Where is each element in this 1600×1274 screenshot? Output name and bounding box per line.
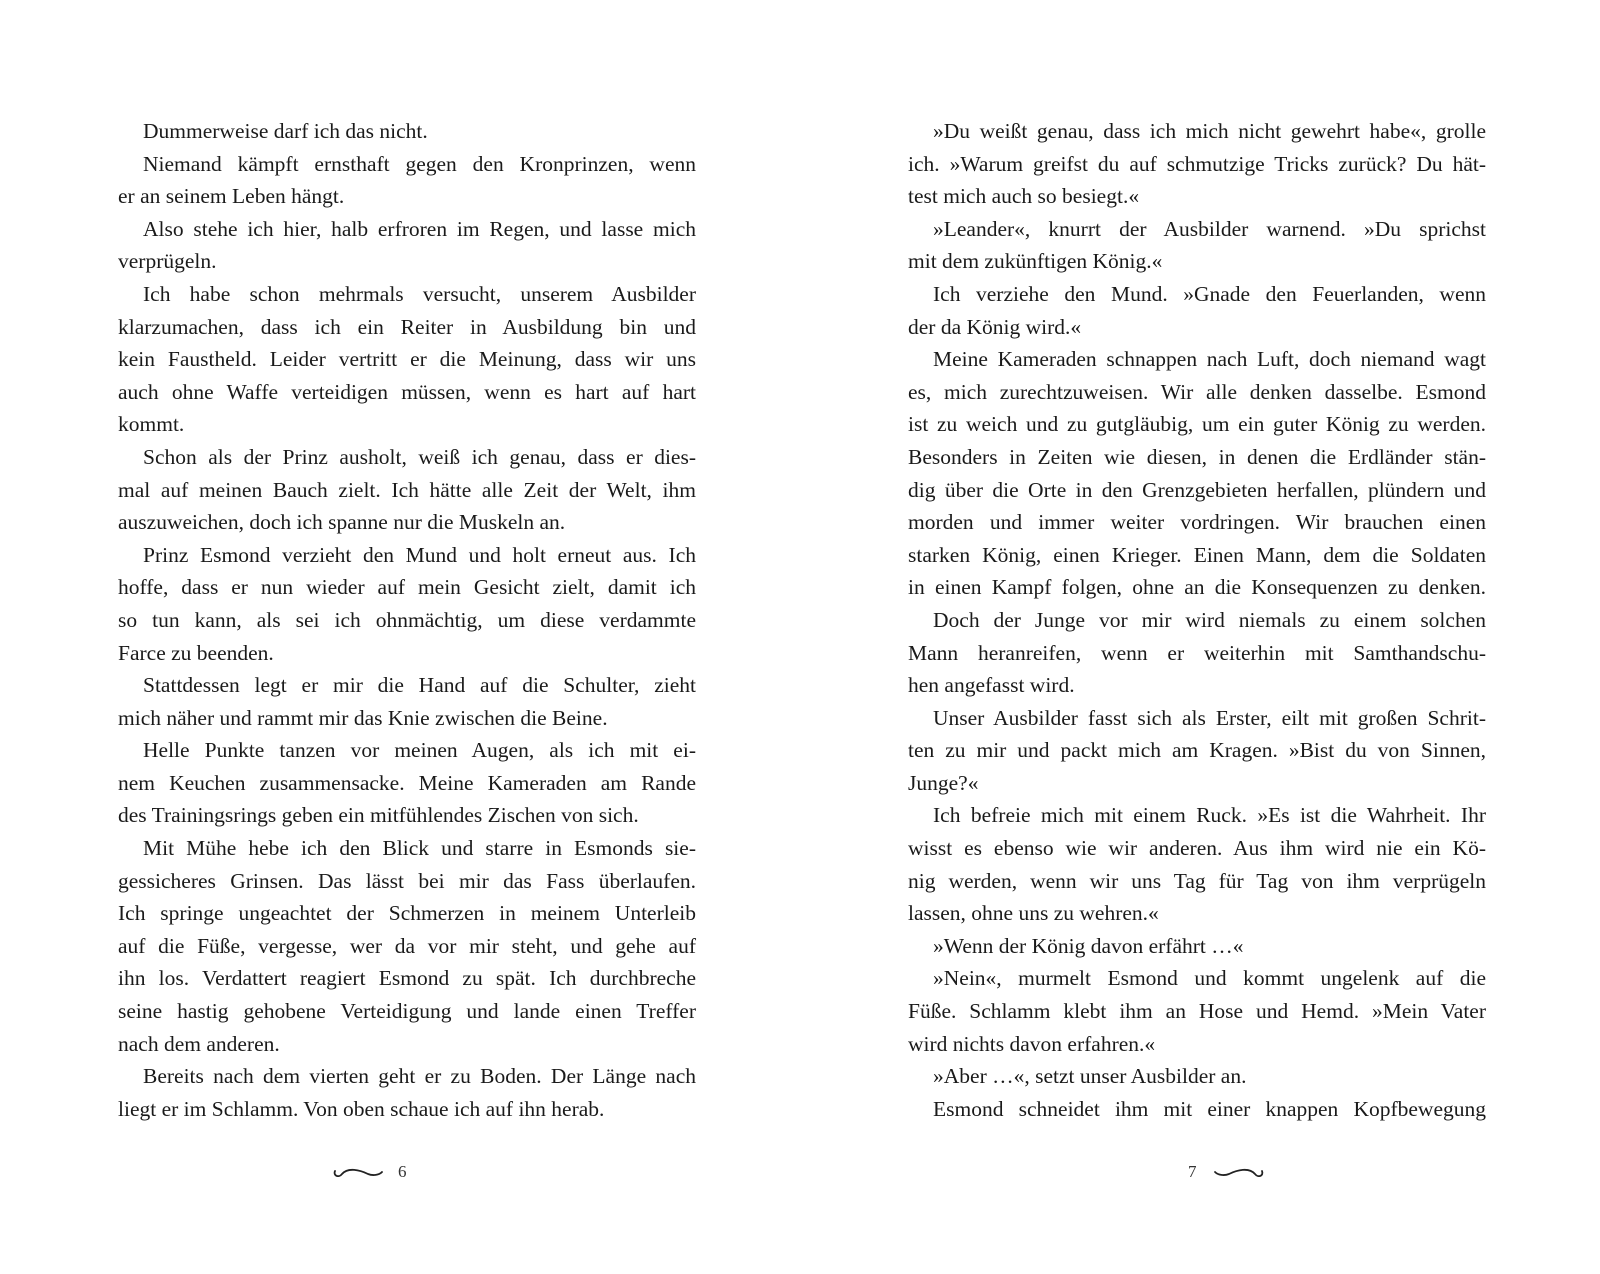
text-line: es, mich zurechtzuweisen. Wir alle denken dasselbe. Esmond — [908, 379, 1486, 404]
text-line: Ich habe schon mehrmals versucht, unserem Ausbilder — [143, 281, 696, 306]
ornament-swash-icon — [1211, 1161, 1267, 1183]
text-line: Ich befreie mich mit einem Ruck. »Es ist die Wahrheit. Ihr — [933, 803, 1486, 828]
text-line: »Wenn der König davon erfährt …« — [933, 933, 1244, 958]
text-line: gessicheres Grinsen. Das lässt bei mir das Fass überlaufen. — [118, 868, 696, 893]
text-line: wisst es ebenso wie wir anderen. Aus ihm wird nie ein Kö- — [908, 836, 1486, 861]
text-line: Mann heranreifen, wenn er weiterhin mit Samthandschu- — [908, 640, 1486, 665]
text-line: Mit Mühe hebe ich den Blick und starre in Esmonds sie- — [143, 836, 696, 861]
text-line: Stattdessen legt er mir die Hand auf die Schulter, zieht — [143, 673, 696, 698]
text-line: mal auf meinen Bauch zielt. Ich hätte alle Zeit der Welt, ihm — [118, 477, 696, 502]
text-line: Ich verziehe den Mund. »Gnade den Feuerlanden, wenn — [933, 281, 1486, 306]
text-line: seine hastig gehobene Verteidigung und lande einen Treffer — [118, 999, 696, 1024]
text-line: »Nein«, murmelt Esmond und kommt ungelenk auf die — [933, 966, 1486, 991]
text-line: auszuweichen, doch ich spanne nur die Muskeln an. — [118, 510, 566, 535]
text-line: liegt er im Schlamm. Von oben schaue ich auf ihn herab. — [118, 1096, 605, 1121]
text-line: starken König, einen Krieger. Einen Mann, dem die Soldaten — [908, 542, 1486, 567]
text-line: kein Faustheld. Leider vertritt er die Meinung, dass wir uns — [118, 347, 696, 372]
text-line: ist zu weich und zu gutgläubig, um ein guter König zu werden. — [908, 412, 1486, 437]
right-page-text — [908, 115, 1486, 1125]
text-line: Niemand kämpft ernsthaft gegen den Kronprinzen, wenn — [143, 151, 696, 176]
text-line: lassen, ohne uns zu wehren.« — [908, 901, 1159, 926]
text-line: in einen Kampf folgen, ohne an die Konsequenzen zu denken. — [908, 575, 1486, 600]
text-line: test mich auch so besiegt.« — [908, 184, 1140, 209]
text-line: Esmond schneidet ihm mit einer knappen Kopfbewegung — [933, 1096, 1486, 1121]
text-line: auch ohne Waffe verteidigen müssen, wenn es hart auf hart — [118, 379, 696, 404]
text-line: dig über die Orte in den Grenzgebieten herfallen, plündern und — [908, 477, 1486, 502]
text-line: Also stehe ich hier, halb erfroren im Regen, und lasse mich — [143, 216, 696, 241]
text-line: Farce zu beenden. — [118, 640, 274, 665]
text-line: Doch der Junge vor mir wird niemals zu einem solchen — [933, 607, 1486, 632]
text-line: Schon als der Prinz ausholt, weiß ich genau, dass er dies- — [143, 444, 696, 469]
text-line: nach dem anderen. — [118, 1031, 280, 1056]
text-line: Meine Kameraden schnappen nach Luft, doch niemand wagt — [933, 347, 1486, 372]
text-line: ich. »Warum greifst du auf schmutzige Tricks zurück? Du hät- — [908, 151, 1486, 176]
text-line: Besonders in Zeiten wie diesen, in denen die Erdländer stän- — [908, 444, 1486, 469]
text-line: der da König wird.« — [908, 314, 1082, 339]
text-line: hoffe, dass er nun wieder auf mein Gesicht zielt, damit ich — [118, 575, 696, 600]
left-page-footer — [330, 1157, 407, 1187]
right-page-footer — [1188, 1157, 1267, 1187]
text-line: ihn los. Verdattert reagiert Esmond zu spät. Ich durchbreche — [118, 966, 696, 991]
text-line: »Aber …«, setzt unser Ausbilder an. — [933, 1064, 1247, 1089]
text-line: nig werden, wenn wir uns Tag für Tag von ihm verprügeln — [908, 868, 1486, 893]
page-number: 7 — [1188, 1162, 1197, 1181]
text-line: nem Keuchen zusammensacke. Meine Kameraden am Rande — [118, 770, 696, 795]
page-number: 6 — [398, 1162, 407, 1181]
text-line: Ich springe ungeachtet der Schmerzen in meinem Unterleib — [118, 901, 696, 926]
text-line: so tun kann, als sei ich ohnmächtig, um diese verdammte — [118, 607, 696, 632]
text-line: klarzumachen, dass ich ein Reiter in Ausbildung bin und — [118, 314, 696, 339]
text-line: verprügeln. — [118, 249, 217, 274]
text-line: ten zu mir und packt mich am Kragen. »Bist du von Sinnen, — [908, 738, 1486, 763]
text-line: mich näher und rammt mir das Knie zwischen die Beine. — [118, 705, 608, 730]
text-line: auf die Füße, vergesse, wer da vor mir steht, und gehe auf — [118, 933, 696, 958]
text-line: Bereits nach dem vierten geht er zu Boden. Der Länge nach — [143, 1064, 696, 1089]
text-line: des Trainingsrings geben ein mitfühlendes Zischen von sich. — [118, 803, 639, 828]
text-line: Unser Ausbilder fasst sich als Erster, eilt mit großen Schrit- — [933, 705, 1486, 730]
text-line: wird nichts davon erfahren.« — [908, 1031, 1156, 1056]
text-line: morden und immer weiter vordringen. Wir brauchen einen — [908, 510, 1486, 535]
text-line: Dummerweise darf ich das nicht. — [143, 119, 428, 143]
text-line: »Du weißt genau, dass ich mich nicht gewehrt habe«, grolle — [933, 119, 1486, 143]
text-line: Füße. Schlamm klebt ihm an Hose und Hemd. »Mein Vater — [908, 999, 1486, 1024]
text-line: mit dem zukünftigen König.« — [908, 249, 1163, 274]
text-line: kommt. — [118, 412, 185, 437]
text-line: »Leander«, knurrt der Ausbilder warnend. »Du sprichst — [933, 216, 1486, 241]
text-line: Prinz Esmond verzieht den Mund und holt erneut aus. Ich — [143, 542, 696, 567]
text-line: hen angefasst wird. — [908, 673, 1075, 698]
text-line: Helle Punkte tanzen vor meinen Augen, als ich mit ei- — [143, 738, 696, 763]
left-page-text — [118, 115, 696, 1125]
text-line: er an seinem Leben hängt. — [118, 184, 345, 209]
ornament-swash-icon — [330, 1161, 386, 1183]
text-line: Junge?« — [908, 770, 979, 795]
